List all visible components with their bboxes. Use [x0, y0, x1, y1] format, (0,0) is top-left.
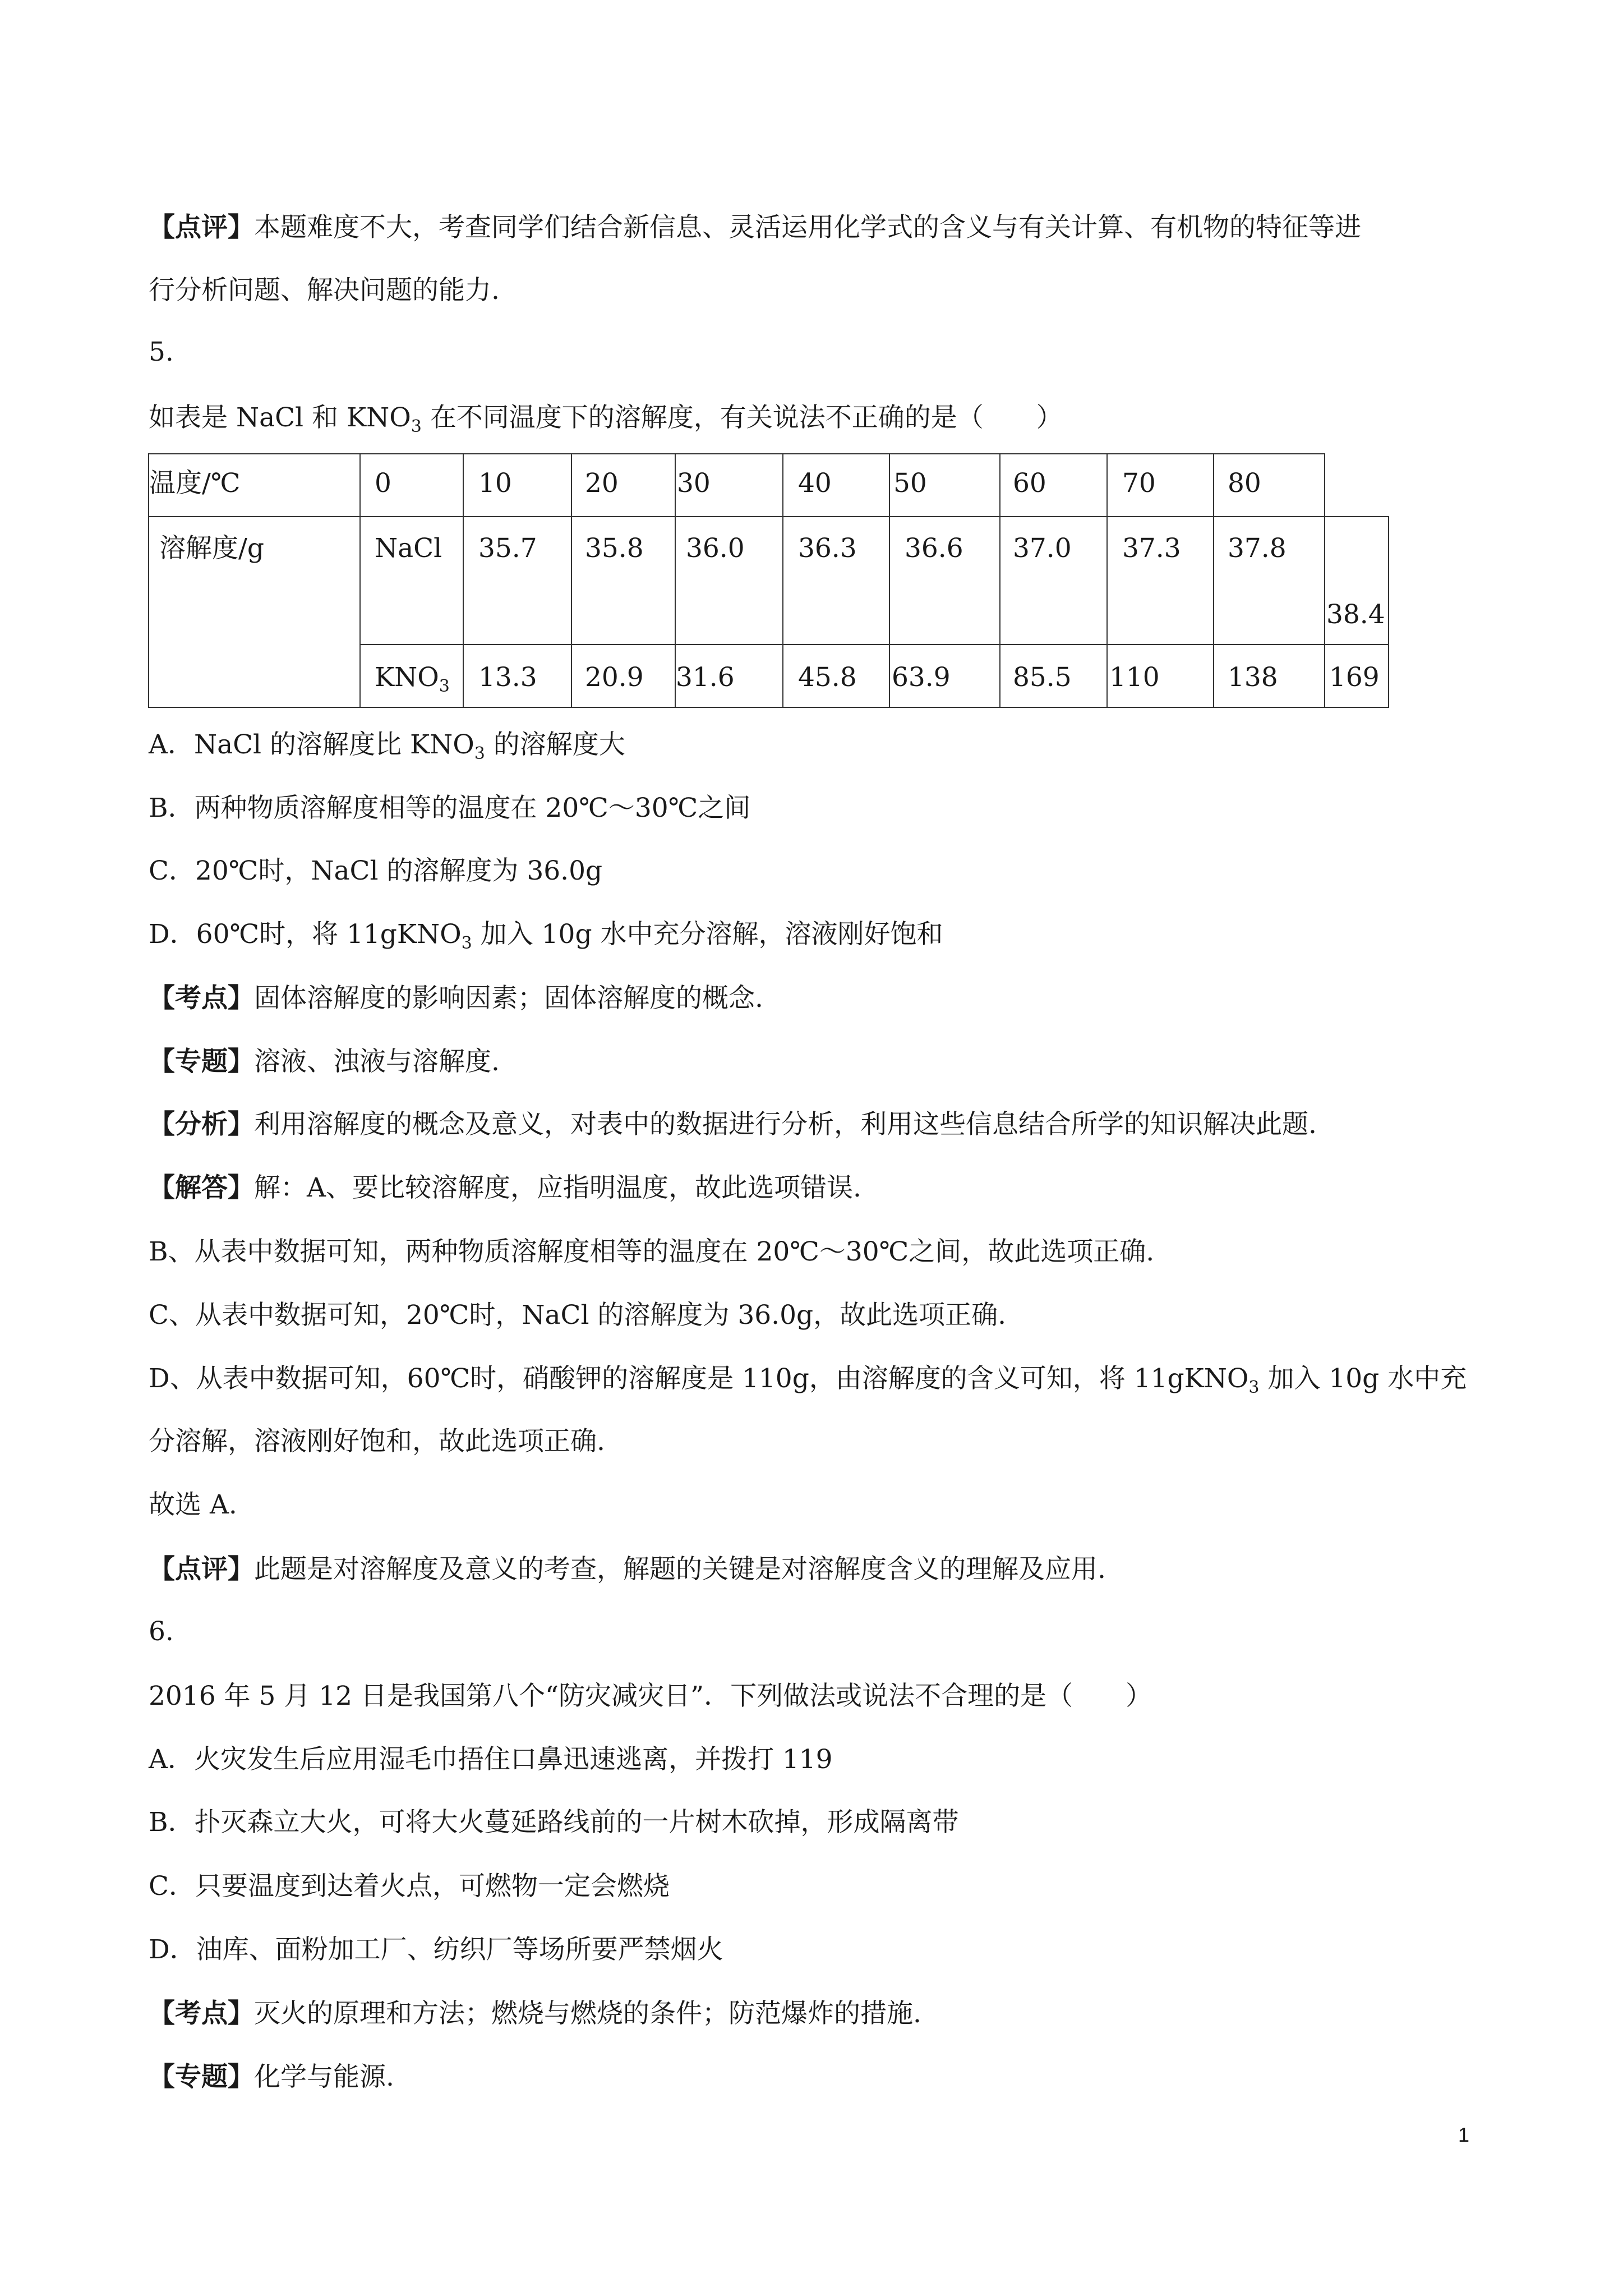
q6-option-b: B．扑灭森立大火，可将大火蔓延路线前的一片树木砍掉，形成隔离带	[149, 1807, 959, 1838]
q5-stem-post: 在不同温度下的溶解度，有关说法不正确的是（ ）	[421, 402, 1063, 433]
temp-cell: 60	[1013, 468, 1046, 499]
solubility-label: 溶解度/g	[159, 533, 264, 564]
q5-answer-c: C、从表中数据可知，20℃时，NaCl 的溶解度为 36.0g，故此选项正确.	[149, 1300, 1007, 1331]
nacl-label: NaCl	[375, 533, 442, 564]
q5-answer-d-line2: 分溶解，溶液刚好饱和，故此选项正确.	[149, 1426, 605, 1457]
review-text: 本题难度不大，考查同学们结合新信息、灵活运用化学式的含义与有关计算、有机物的特征等进	[254, 212, 1361, 243]
q4-review-line2: 行分析问题、解决问题的能力.	[149, 275, 500, 306]
kno3-cell: 13.3	[478, 662, 537, 693]
kno3-cell: 138	[1228, 662, 1278, 693]
q5-option-c: C．20℃时，NaCl 的溶解度为 36.0g	[149, 855, 603, 886]
q5-answer-d: D、从表中数据可知，60℃时，硝酸钾的溶解度是 110g，由溶解度的含义可知，将 11gKNO$_3$ 加入 10g 水中充	[149, 1363, 1467, 1397]
q4-review-line1	[149, 211, 1361, 245]
q5-jieda: 【解答】解：A、要比较溶解度，应指明温度，故此选项错误.	[149, 1172, 861, 1203]
page-number: 1	[1458, 2123, 1470, 2146]
q5-stem-sub: 3	[411, 417, 422, 436]
q5-fenxi: 【分析】利用溶解度的概念及意义，对表中的数据进行分析，利用这些信息结合所学的知识解决此题.	[149, 1109, 1317, 1140]
q5-option-b: B．两种物质溶解度相等的温度在 20℃～30℃之间	[149, 793, 751, 823]
kno3-label: $KNO_3$	[375, 662, 450, 696]
q6-option-d: D．油库、面粉加工厂、纺织厂等场所要严禁烟火	[149, 1934, 723, 1965]
temp-cell: 70	[1122, 468, 1156, 499]
q5-kaodian: 【考点】固体溶解度的影响因素；固体溶解度的概念.	[149, 983, 763, 1014]
q6-option-a: A．火灾发生后应用湿毛巾捂住口鼻迅速逃离，并拨打 119	[149, 1744, 833, 1775]
temp-cell: 0	[375, 468, 391, 499]
kno3-cell: 110	[1109, 662, 1160, 693]
nacl-cell: 37.0	[1013, 533, 1072, 564]
q5-zhuanti: 【专题】溶液、浊液与溶解度.	[149, 1046, 500, 1077]
kno3-cell: 45.8	[798, 662, 857, 693]
nacl-cell: 36.3	[798, 533, 857, 564]
kno3-cell: 169	[1329, 662, 1380, 693]
q5-answer-b: B、从表中数据可知，两种物质溶解度相等的温度在 20℃～30℃之间，故此选项正确.	[149, 1236, 1155, 1267]
q5-stem	[149, 401, 1063, 435]
q5-stem-pre: 如表是 NaCl 和 KNO	[149, 402, 411, 433]
q5-dianping: 【点评】此题是对溶解度及意义的考查，解题的关键是对溶解度含义的理解及应用.	[149, 1554, 1106, 1585]
nacl-cell: 37.3	[1122, 533, 1181, 564]
nacl-cell: 36.0	[686, 533, 745, 564]
q5-number: 5.	[149, 337, 174, 367]
kno3-cell: 31.6	[676, 662, 735, 693]
temp-cell: 30	[677, 468, 711, 499]
temp-cell: 40	[798, 468, 832, 499]
q5-option-d: D．60℃时，将 11gKNO$_3$ 加入 10g 水中充分溶解，溶液刚好饱和	[149, 919, 943, 953]
temp-header: 温度/℃	[149, 468, 241, 499]
q6-kaodian: 【考点】灭火的原理和方法；燃烧与燃烧的条件；防范爆炸的措施.	[149, 1998, 921, 2029]
review-label: 【点评】	[149, 212, 254, 243]
nacl-cell: 36.6	[905, 533, 963, 564]
q5-guxuan: 故选 A.	[149, 1489, 237, 1520]
kno3-cell: 63.9	[892, 662, 951, 693]
nacl-cell: 35.7	[478, 533, 537, 564]
temp-cell: 10	[478, 468, 512, 499]
q5-option-a: A．NaCl 的溶解度比 $KNO_3$ 的溶解度大	[149, 729, 625, 763]
temp-cell: 50	[893, 468, 927, 499]
nacl-cell: 35.8	[585, 533, 644, 564]
q6-number: 6.	[149, 1616, 174, 1647]
kno3-cell: 85.5	[1013, 662, 1072, 693]
q6-zhuanti: 【专题】化学与能源.	[149, 2062, 394, 2092]
q6-option-c: C．只要温度到达着火点，可燃物一定会燃烧	[149, 1871, 670, 1902]
nacl-cell: 38.4	[1326, 599, 1385, 630]
nacl-cell: 37.8	[1228, 533, 1287, 564]
q6-stem: 2016 年 5 月 12 日是我国第八个“防灾减灾日”．下列做法或说法不合理的是（ ）	[149, 1681, 1152, 1711]
temp-cell: 80	[1228, 468, 1261, 499]
temp-cell: 20	[585, 468, 619, 499]
kno3-cell: 20.9	[585, 662, 644, 693]
